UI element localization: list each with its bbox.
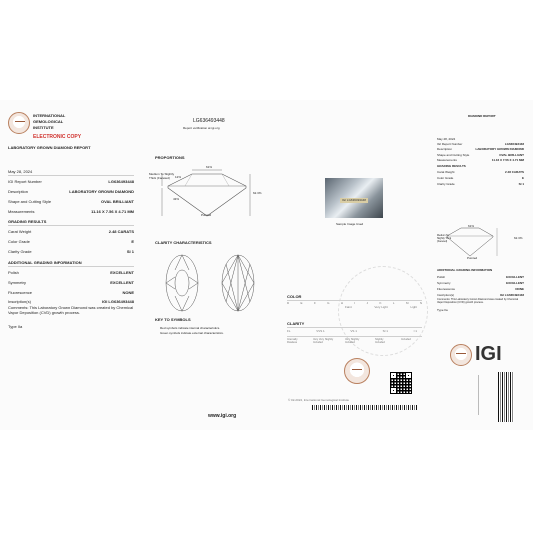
stub-header: DIAMOND REPORT [468,114,496,118]
table-percent: 61% [206,165,213,169]
clarity-plot-diagram [160,252,260,314]
key-line-internal: Red symbols indicate internal characteristics. [160,326,221,330]
detail-row: Description LABORATORY GROWN DIAMOND [8,189,134,194]
stub-additional-row: Fluorescence NONE [437,287,524,291]
certificate [0,100,533,430]
girdle-label: Medium To Slightly Thick (Faceted) [149,172,175,180]
additional-row: Polish EXCELLENT [8,270,134,275]
grading-row: Clarity Grade SI 1 [8,249,134,254]
stub-detail-row: Measurements 11.16 X 7.56 X 4.71 MM [437,158,524,162]
clarity-scale-words: Internally Flawless Very Very Slightly Included Very Slightly Included Slightly Included Included [287,338,411,345]
color-scale-title: COLOR [287,294,302,299]
stub-additional-title: ADDITIONAL GRADING INFORMATION [437,268,493,272]
color-scale-words: Faint Very Light Light [345,305,417,309]
stub-vertical-barcode [498,372,514,422]
stub-comments: Comments: This Laboratory Grown Diamond was created by Chemical Vapor Deposition (CVD) growth process. [437,298,519,305]
stub-additional-row: Symmetry EXCELLENT [437,281,524,285]
stub-grading-title: GRADING RESULTS [437,164,466,168]
proportions-title: PROPORTIONS [155,155,185,160]
detail-row: Shape and Cutting Style OVAL BRILLIANT [8,199,134,204]
stub-additional-row: Polish EXCELLENT [437,275,524,279]
additional-row: Fluorescence NONE [8,290,134,295]
stub-grading-row: Clarity Grade SI 1 [437,182,524,186]
stub-grading-row: Color Grade E [437,176,524,180]
verification-qr-code[interactable] [390,372,412,394]
report-barcode [312,405,417,410]
stub-detail-row: Shape and Cutting Style OVAL BRILLIANT [437,153,524,157]
report-date: May 28, 2024 [8,169,33,174]
website-link[interactable]: www.igi.org [208,413,237,419]
copyright-note: © 02-2024, International Gemological Institute [288,398,350,402]
igi-stamp-icon [344,358,370,384]
key-line-external: Green symbols indicate external characteristics. [160,331,224,335]
stub-additional-row: Inscription(s) IGI LG636493448 [437,293,524,297]
pavilion-percent: 43% [173,197,180,201]
grading-row: Color Grade E [8,239,134,244]
igi-wordmark: IGI [475,343,502,365]
laser-inscription: IGI LG636493448 [340,198,368,203]
detail-row: Measurements 11.16 X 7.56 X 4.71 MM [8,209,134,214]
diamond-icon [352,369,362,375]
key-to-symbols-title: KEY TO SYMBOLS [155,317,191,322]
depth-percent: 62.3% [253,191,262,195]
verification-note: Report verification at igi.org [183,126,220,130]
diamond-type: Type IIa [8,324,23,329]
stub-detail-row: IGI Report Number LG636493448 [437,142,524,146]
stub-detail-row: Description LABORATORY GROWN DIAMOND [437,147,524,151]
clarity-characteristics-title: CLARITY CHARACTERISTICS [155,240,212,245]
electronic-copy-label: ELECTRONIC COPY [33,134,82,140]
logo-line-2: GEMOLOGICAL [33,119,64,124]
report-title: LABORATORY GROWN DIAMOND REPORT [8,145,91,150]
crown-percent: 12% [175,175,182,179]
diamond-icon [456,353,466,359]
stub-depth-percent: 62.3% [514,236,523,240]
clarity-scale-title: CLARITY [287,321,305,326]
stub-type: Type IIa [437,308,448,312]
comments: Comments: This Laboratory Grown Diamond was created by Chemical Vapor Deposition (CVD) growth process. [8,305,134,315]
additional-row: Symmetry EXCELLENT [8,280,134,285]
grading-row: Carat Weight 2.48 CARATS [8,229,134,234]
stub-culet-label: Pointed [467,256,478,260]
stub-table-percent: 61% [468,224,475,228]
logo-line-3: INSTITUTE [33,125,54,130]
color-scale-grades: D E F G H I J K L M N [287,301,422,305]
sample-image-caption: Sample Image Used [336,222,364,226]
diamond-icon [15,121,25,127]
stub-girdle-label: Medium To Slightly Thick (Faceted) [437,234,452,243]
sample-diamond-photo [325,178,383,218]
additional-row: Inscription(s) IGI LG636493448 [8,299,134,304]
logo-line-1: INTERNATIONAL [33,113,66,118]
culet-label: Pointed [201,213,212,217]
igi-seal-icon [8,112,30,134]
grading-title: GRADING RESULTS [8,219,47,224]
stub-security-strip [478,375,496,415]
clarity-scale-grades: FL VVS 1 VS 1 SI 1 I 1 [287,329,417,333]
stub-date: May 28, 2024 [437,137,456,141]
stub-grading-row: Carat Weight 2.48 CARATS [437,170,524,174]
center-report-number: LG636493448 [193,118,225,124]
detail-row: IGI Report Number LG636493448 [8,179,134,184]
additional-title: ADDITIONAL GRADING INFORMATION [8,260,82,265]
stub-igi-seal-icon [450,344,472,366]
